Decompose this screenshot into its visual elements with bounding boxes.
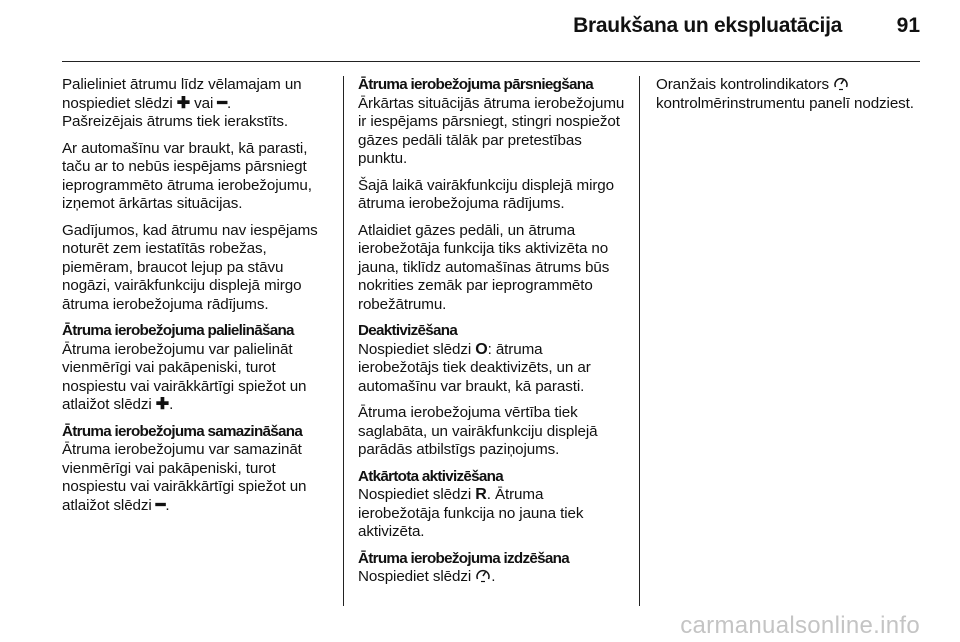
paragraph-indicator-off: Oranžais kontrolindikators kontrolmērinstrumentu panelī nodziest.: [656, 76, 914, 112]
plus-icon: ✚: [176, 94, 191, 112]
heading-exceed-limit: Ātruma ierobežojuma pārsniegšana: [358, 76, 594, 93]
heading-deactivate: Deaktivizēšana: [358, 322, 458, 339]
column-1: [62, 76, 334, 523]
paragraph-set-speed: Palieliniet ātrumu līdz vēlamajam un nospiediet slēdzi ✚ vai ━.: [62, 76, 302, 112]
minus-icon: ━: [217, 94, 227, 112]
heading-delete-limit: Ātruma ierobežojuma izdzēšana: [358, 549, 569, 567]
column-divider-2: [639, 76, 640, 606]
header-divider: [62, 61, 920, 62]
paragraph-limit-flashing: Gadījumos, kad ātrumu nav iespējams noturēt zem iestatītās robežas, piemēram, braucot lejup pa stāvu nogāzi, vairākfunkciju displejā mirgo ātruma ierobežojuma rādījums.: [62, 221, 318, 313]
plus-icon: ✚: [155, 396, 170, 413]
column-2: [358, 76, 626, 595]
page-number: 91: [896, 14, 920, 37]
paragraph-exceed-2: Šajā laikā vairākfunkciju displejā mirgo ātruma ierobežojuma rādījums.: [358, 176, 614, 212]
paragraph-exceed-3: Atlaidiet gāzes pedāli, un ātruma ierobežotāja funkcija tiks aktivizēta no jauna, tiklīdz automašīnas ātrums būs nokrities zemāk par ieprogrammēto robežātrumu.: [358, 221, 610, 313]
paragraph-speed-stored: Pašreizējais ātrums tiek ierakstīts.: [62, 113, 288, 130]
paragraph-increase-limit: Ātruma ierobežojumu var palielināt vienmērīgi vai pakāpeniski, turot nospiestu vai vairākkārtīgi spiežot un atlaižot slēdzi ✚.: [62, 340, 307, 413]
paragraph-exceed-1: Ārkārtas situācijās ātruma ierobežojumu ir iespējams pārsniegt, stingri nospiežot gāzes pedāli tālāk par pretestības punktu.: [358, 94, 625, 167]
speed-limiter-icon: [475, 568, 491, 583]
paragraph-deactivate-1: Nospiediet slēdzi O: ātruma ierobežotājs tiek deaktivizēts, un ar automašīnu var braukt, kā parasti.: [358, 340, 591, 395]
paragraph-reactivate: Nospiediet slēdzi R. Ātruma ierobežotāja funkcija no jauna tiek aktivizēta.: [358, 486, 584, 540]
paragraph-normal-driving: Ar automašīnu var braukt, kā parasti, taču ar to nebūs iespējams pārsniegt ieprogrammēto ātruma ierobežojumu, izņemot ārkārtas situācijas.: [62, 139, 312, 212]
heading-reactivate: Atkārtota aktivizēšana: [358, 467, 503, 485]
column-3: [656, 76, 920, 121]
paragraph-decrease-limit: Ātruma ierobežojumu var samazināt vienmērīgi vai pakāpeniski, turot nospiestu vai vairākkārtīgi spiežot un atlaižot slēdzi ━.: [62, 441, 307, 514]
r-button-icon: R: [475, 486, 487, 503]
o-button-icon: O: [475, 340, 488, 358]
heading-decrease-limit: Ātruma ierobežojuma samazināšana: [62, 422, 303, 440]
paragraph-delete-limit: Nospiediet slēdzi .: [358, 568, 496, 585]
page-header: [0, 0, 960, 60]
speed-limiter-indicator-icon: [833, 76, 849, 91]
watermark: carmanualsonline.info: [680, 612, 920, 639]
heading-increase-limit: Ātruma ierobežojuma palielināšana: [62, 322, 294, 339]
column-divider-1: [343, 76, 344, 606]
minus-icon: ━: [155, 496, 166, 514]
paragraph-deactivate-2: Ātruma ierobežojuma vērtība tiek saglabāta, un vairākfunkciju displejā parādās atbilstīgs paziņojums.: [358, 404, 598, 458]
page-header-title: Braukšana un ekspluatācija: [573, 14, 842, 37]
